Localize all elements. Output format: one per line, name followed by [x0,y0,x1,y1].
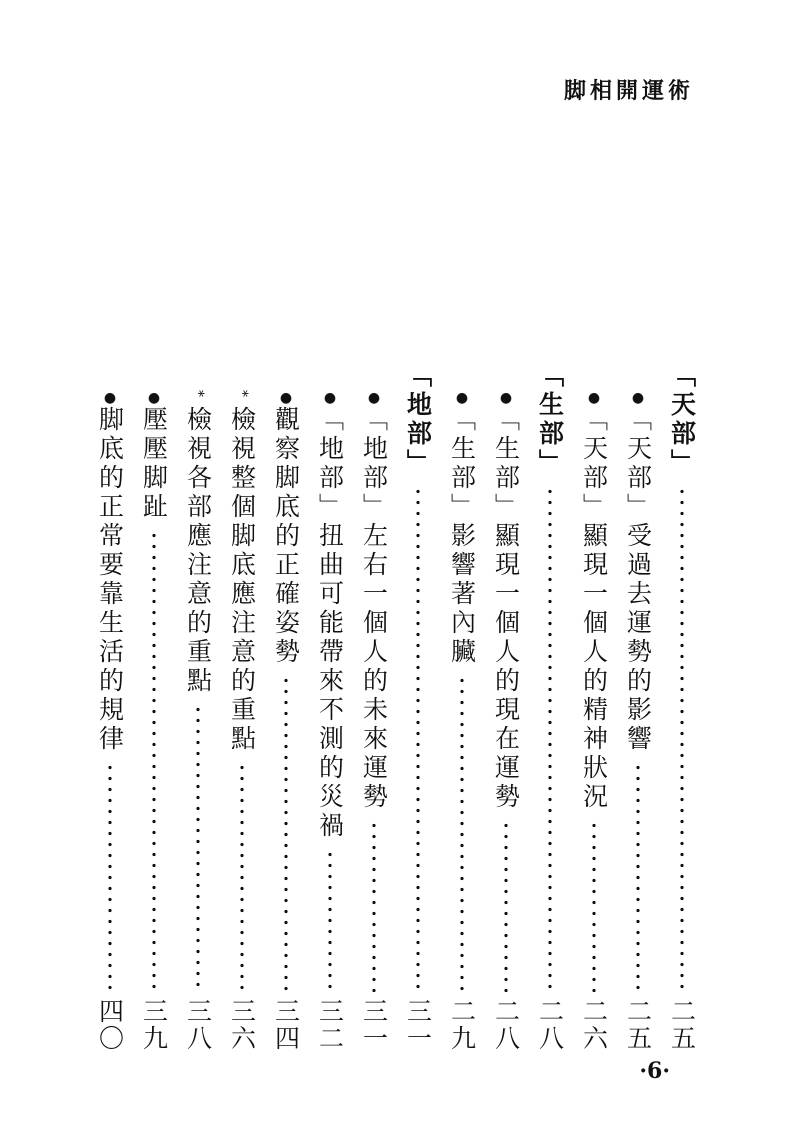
bullet-icon: ● [278,390,294,406]
toc-entry [528,362,572,1052]
toc-entry-page: 三四 [271,998,301,1052]
toc-entry-page: 三一 [403,998,433,1052]
toc-entry-title: 檢視各部應注意的重點 [183,406,213,696]
toc-entry-title: 「天部」 [667,362,697,478]
toc-entry-page: 三一 [359,998,389,1052]
asterisk-icon: * [234,390,250,397]
bullet-icon: ● [322,390,338,406]
toc-entry-title: 檢視整個脚底應注意的重點 [227,406,257,754]
toc-entry-title: 「天部」受過去運勢的影響 [623,406,653,754]
toc-entry [352,362,396,1052]
toc-entry-title: 「生部」影響著內臟 [447,406,477,667]
toc-entry [660,362,704,1052]
bullet-icon: ● [498,390,514,406]
toc-entry-page: 四〇 [95,998,125,1052]
toc-entry-title: 「地部」 [403,362,433,478]
toc-entry [572,362,616,1052]
dot-leader [504,820,508,992]
toc-entry [132,362,176,1052]
toc-entry-title: 「天部」顯現一個人的精神狀況 [579,406,609,812]
bullet-icon: ● [586,390,602,406]
bullet-icon: ● [102,390,118,406]
bullet-icon: ● [454,390,470,406]
bullet-icon: ● [630,390,646,406]
toc-entry-title: 「地部」扭曲可能帶來不測的災禍 [315,406,345,841]
toc-entry-page: 三八 [183,998,213,1052]
toc-entry [616,362,660,1052]
dot-leader [152,530,156,992]
toc-entry [220,362,264,1052]
bullet-icon: ● [366,390,382,406]
dot-leader [592,820,596,992]
toc-entry [264,362,308,1052]
dot-leader [196,704,200,992]
bullet-icon: ● [146,390,162,406]
toc-entry [440,362,484,1052]
toc-entry-page: 二八 [535,998,565,1052]
dot-leader [548,486,552,992]
toc-entry-title: 「生部」 [535,362,565,478]
dot-leader [636,762,640,992]
toc-entry-page: 三六 [227,998,257,1052]
toc-entry-page: 二五 [667,998,697,1052]
asterisk-icon: * [190,390,206,397]
toc-entry [176,362,220,1052]
toc-entry-page: 三九 [139,998,169,1052]
toc-entry [308,362,352,1052]
toc-entry-page: 二八 [491,998,521,1052]
toc-entry [484,362,528,1052]
dot-leader [328,849,332,992]
toc-entry-page: 二五 [623,998,653,1052]
dot-leader [108,762,112,992]
toc-entry-title: 脚底的正常要靠生活的規律 [95,406,125,754]
dot-leader [372,820,376,992]
toc-entry-page: 三二 [315,998,345,1052]
page-number: ·6· [639,1058,670,1084]
table-of-contents [4,362,704,1052]
toc-entry [88,362,132,1052]
toc-entry-page: 二九 [447,998,477,1052]
toc-entry [396,362,440,1052]
toc-entry-title: 「地部」左右一個人的未來運勢 [359,406,389,812]
toc-entry-title: 「生部」顯現一個人的現在運勢 [491,406,521,812]
dot-leader [460,675,464,992]
toc-entry-title: 觀察脚底的正確姿勢 [271,406,301,667]
dot-leader [240,762,244,992]
running-head: 脚相開運術 [563,78,694,104]
dot-leader [416,486,420,992]
toc-entry-title: 壓壓脚趾 [139,406,169,522]
dot-leader [680,486,684,992]
toc-entry-page: 二六 [579,998,609,1052]
dot-leader [284,675,288,992]
